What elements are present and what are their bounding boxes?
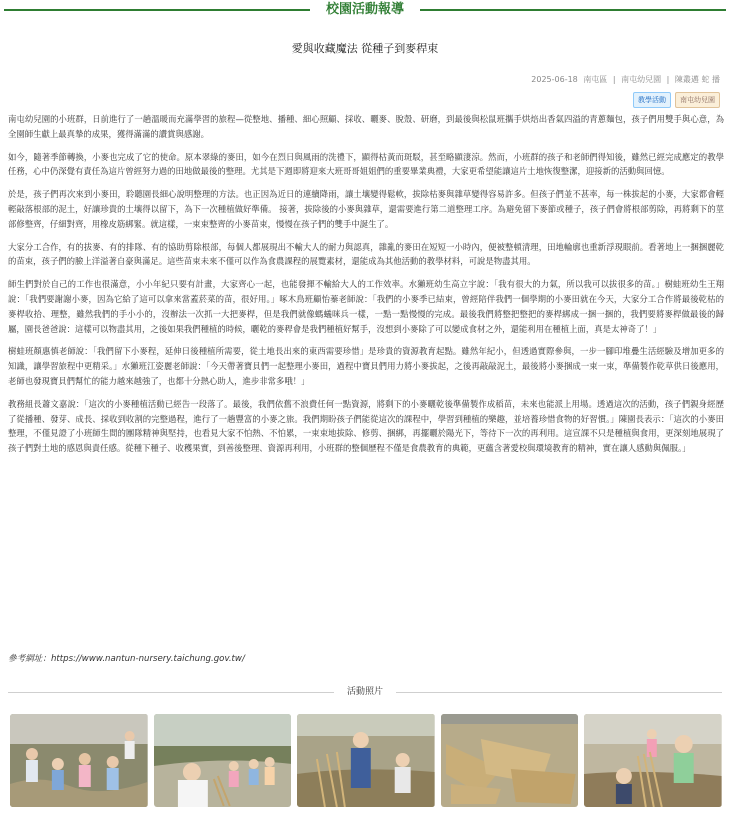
photos-title: 活動照片	[346, 687, 383, 697]
photo-1[interactable]	[10, 714, 148, 807]
child-with-wheat-icon	[584, 714, 722, 807]
article-paragraph-7: 教務組長蕭文嘉說：「這次的小麥種植活動已經告一段落了。最後，我們依舊不浪費任何一點資源，將剩下的小麥曬乾後準備製作成稻苗，未來也能派上用場。透過這次的活動，孩子們親身經歷了從播種、發芽、成長、採收到收割的完整過程，進行了一趟豐富的小麥之旅。我們期盼孩子們能從這次的課程中，學習到種植的樂趣，並培養珍惜食物的好習慣。」陳園長表示：「這次的小麥田整理，不僅見證了小班師生間的團隊精神與堅持，也看見大家不怕熱、不怕累，一束束地拔除、修剪、捆綁，再擺曬於陽光下，等待下一次的再利用。這宣課不只是種植與食用，更深刻地展現了孩子們對土地的感恩與責任感。從種下種子、收穫果實，到善後整理、資源再利用，小班群的整個歷程不僅是食農教育的典範，更蘊含著愛校與環境教育的精神，實在讓人感動與佩服。」	[8, 398, 724, 454]
reference-label: 參考網址：	[8, 654, 51, 664]
meta-date: 2025-06-18	[531, 75, 578, 84]
meta-author: 陳叢邁 蛇 播	[674, 75, 720, 84]
header-divider-right	[420, 9, 726, 11]
article-paragraph-3: 於是，孩子們再次來到小麥田，聆聽園長細心說明整理的方法。也正因為近日的連續降雨，讓土壤變得鬆軟，拔除枯麥與雜草變得容易許多。但孩子們並不甚率，每一株拔起的小麥，大家都會輕輕敲落根部的泥土，好讓珍貴的土壤得以留下，為下一次種植做好準備。 接著，拔除後的小麥與雜草，還需要進行第二道整理工序。為避免留下麥節或種子，孩子們會將根部剪除，再將剩下的莖部修整齊，仔細對齊，用橡皮筋綁緊。就這樣，一束束整齊的小麥苗束，慢慢在孩子們的雙手中誕生了。	[8, 189, 724, 229]
article-meta	[528, 74, 720, 85]
photos-header	[0, 684, 730, 700]
tag-teaching-activity[interactable]: 教學活動	[633, 92, 671, 108]
photo-5[interactable]	[584, 714, 722, 807]
meta-dept: 南屯幼兒園	[621, 75, 662, 84]
photo-gallery	[10, 714, 722, 807]
article-tags	[633, 92, 720, 108]
photos-divider-left	[8, 692, 334, 693]
reference-link[interactable]: https://www.nantun-nursery.taichung.gov.tw/	[50, 654, 245, 664]
children-in-field-icon	[10, 714, 148, 807]
article-paragraph-6: 樹蛙班顏惠慎老師說：「我們留下小麥程，延伸日後種植所需要，從土地長出來的東西需要珍惜」是珍貴的資源教育起點。雖然年紀小，但透過實際參與，一步一腳印堆疊生活經驗及增加更多的知識，讓學習旅程中更精采。」水獺班江姿麗老師說：「今天帶著寶貝們一起整理小麥田，過程中寶貝們用力將小麥拔起，之後再敲敲泥土，最後將小麥捆成一束一束，準備製作乾草供日後應用，老師也發現寶貝們幫忙的能力越來越強了，也都十分熱心助人，進步非常多哦！」	[8, 346, 724, 386]
section-title: 校園活動報導	[325, 2, 404, 17]
tag-school[interactable]: 南屯幼兒園	[675, 92, 720, 108]
photo-3[interactable]	[297, 714, 435, 807]
reference	[8, 652, 245, 664]
wheat-bundles-icon	[441, 714, 579, 807]
photo-2[interactable]	[154, 714, 292, 807]
meta-separator-2: |	[666, 75, 670, 84]
meta-separator: |	[612, 75, 616, 84]
article-paragraph-5: 師生們對於自己的工作也很滿意，小小年紀只要有計畫，大家齊心一起，也能發揮不輸給大人的工作效率。水獺班幼生高立宇說：「我有很大的力氣，所以我可以拔很多的苗。」樹蛙班幼生王翔說：「我們要謝謝小麥，因為它給了這可以拿來當蓋菸菜的苗，很好用。」啄木鳥班顧怡蓁老師說：「我們的小麥季已結束，曾經陪伴我們一個學期的小麥田就在今天，大家分工合作將最後乾枯的麥桿收拾、理整，雖然我們的手小小的，沒辦法一次抓一大把麥桿，但是我們就像螞蟻咪兵一樣，一點一點慢慢的完成。最後我們將整把整把的麥桿綁成一捆一捆的，我們要將麥桿做最後的歸屬，園長爸爸說：這樣可以物盡其用，之後如果我們種植的時候，曬乾的麥稈會是我們種植好幫手，沒想到小麥除了可以變成食材之外，還能利用在種植上面，真是太神奇了！」	[8, 279, 724, 334]
photos-divider-right	[396, 692, 722, 693]
header-divider-left	[4, 9, 310, 11]
article-paragraph-1: 南屯幼兒園的小班群，日前進行了一趟溫暖而充滿學習的旅程—從整地、播種、細心照顧、採收、曬麥、脫殼、研磨，到最後與松鼠班攜手烘焙出香氣四溢的青蔥麵包，孩子們用雙手與心意，為全園師生獻上最真摯的成果，獲得滿滿的讚賞與感謝。	[8, 114, 724, 139]
teacher-with-children-icon	[154, 714, 292, 807]
article-body	[8, 112, 724, 464]
article-paragraph-2: 如今，隨著季節轉換，小麥也完成了它的使命。原本翠綠的麥田，如今在烈日與風雨的洗禮下，顯得枯黃而斑駁，甚至略顯淒涼。然而，小班群的孩子和老師們得知後，雖然已經完成應定的教學任務，心中仍深覺有責任為這片曾經努力過的田地做最後的整理。尤其是下週即將迎來大班哥哥姐姐們的重要畢業典禮，大家更希望能讓這片土地恢復整潔，迎接新的活動與回憶。	[8, 151, 724, 177]
teacher-in-field-icon	[297, 714, 435, 807]
article-paragraph-4: 大家分工合作，有的拔麥、有的排隊、有的協助剪除根部，每個人都展現出不輸大人的耐力與認真，雜亂的麥田在短短一小時內，便被整頓清理，田地輪廓也重新浮現眼前。看著地上一捆捆麗乾的苗束，孩子們的臉上洋溢著自豪與滿足。這些苗束未來不僅可以作為食農課程的展覽素材，還能成為其他活動的教學材料，可說是物盡其用。	[8, 241, 724, 267]
photo-4[interactable]	[441, 714, 579, 807]
meta-school: 南屯區	[583, 75, 608, 84]
section-header	[0, 0, 730, 20]
article-title: 愛與收藏魔法 從種子到麥稈束	[291, 42, 439, 55]
